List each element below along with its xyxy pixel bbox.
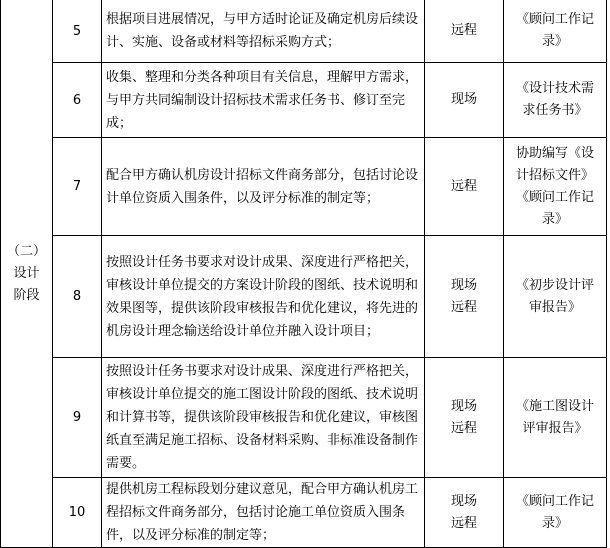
table-border-right — [606, 0, 607, 548]
row-number: 10 — [68, 505, 86, 520]
row-number: 7 — [72, 179, 82, 194]
service-location: 远程 — [450, 178, 477, 194]
stage-label: （二） 设计 阶段 — [6, 243, 46, 303]
deliverable: 《顾问工作记录》 — [515, 12, 594, 49]
deliverable: 《初步设计评审报告》 — [515, 277, 594, 315]
deliverable: 《设计技术需求任务书》 — [515, 81, 594, 118]
deliverable: 协助编写《设计招标文件》 《顾问工作记录》 — [515, 145, 594, 227]
task-description: 按照设计任务书要求对设计成果、深度进行严格把关，审核设计单位提交的施工图设计阶段的图纸、技术说明和计算书等，提供该阶段审核报告和优化建议，审核图纸直至满足施工招标、设备材料采购、非标准设备制作需要。 — [106, 364, 419, 471]
task-description: 按照设计任务书要求对设计成果、深度进行严格把关，审核设计单位提交的方案设计阶段的图纸、技术说明和效果图等，提供该阶段审核报告和优化建议，将先进的机房设计理念输送给设计单位并融入设计项目； — [106, 254, 419, 339]
task-description: 配合甲方确认机房设计招标文件商务部分，包括讨论设计单位资质入围条件，以及评分标准的制定等； — [106, 167, 419, 206]
row-number: 8 — [72, 289, 82, 304]
service-location: 现场 远程 — [450, 493, 477, 531]
service-location: 远程 — [450, 23, 477, 38]
task-description: 收集、整理和分类各种项目有关信息，理解甲方需求，与甲方共同编制设计招标技术需求任务书、修订至完成； — [106, 69, 419, 131]
deliverable: 《施工图设计评审报告》 — [515, 398, 594, 436]
row-number: 5 — [72, 23, 82, 39]
task-description: 根据项目进展情况，与甲方适时论证及确定机房后续设计、实施、设备或材料等招标采购方式； — [106, 12, 419, 50]
row-number: 9 — [72, 410, 82, 425]
task-description: 提供机房工程标段划分建议意见，配合甲方确认机房工程招标文件商务部分，包括讨论施工单位资质入围条件，以及评分标准的制定等； — [106, 482, 419, 543]
row-number: 6 — [72, 92, 82, 108]
deliverable: 《顾问工作记录》 — [515, 493, 594, 531]
service-location: 现场 远程 — [450, 398, 477, 436]
service-location: 现场 — [450, 92, 477, 107]
service-location: 现场 远程 — [450, 277, 477, 315]
